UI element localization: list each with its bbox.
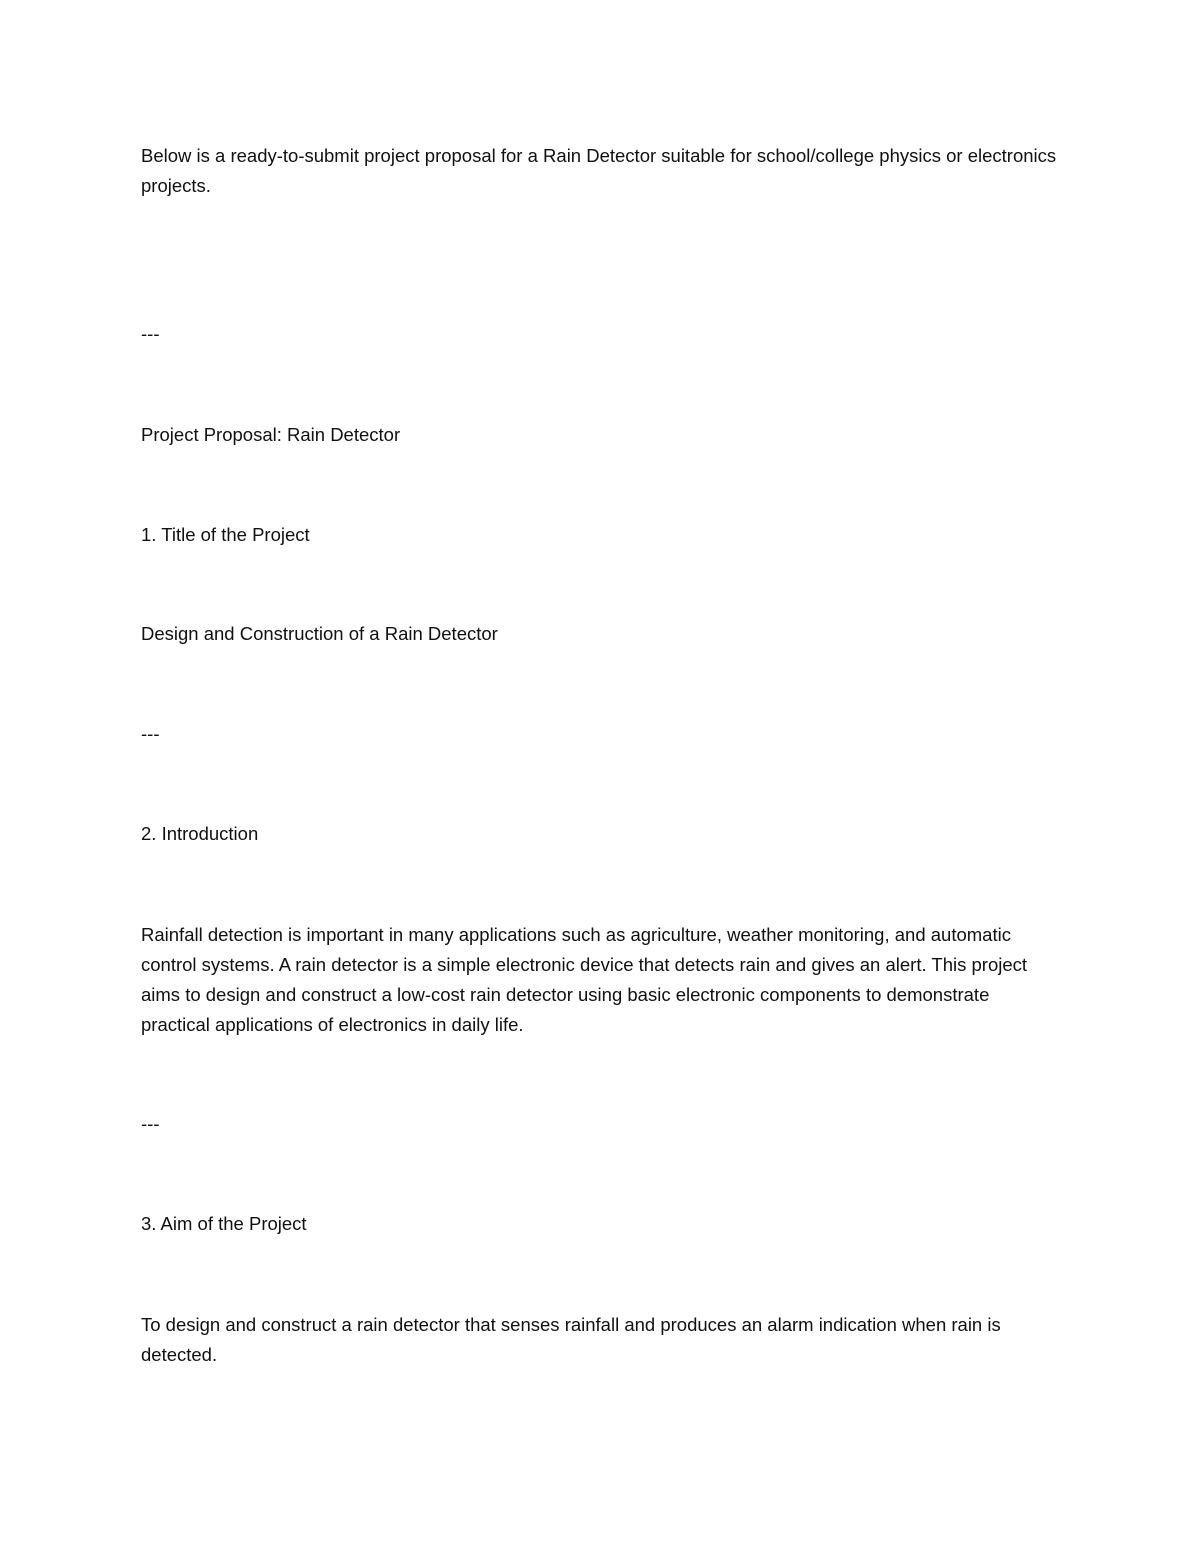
section-heading-introduction: 2. Introduction <box>141 823 259 844</box>
separator: --- <box>141 723 160 744</box>
intro-note: Below is a ready-to-submit project proposal for a Rain Detector suitable for school/college physics or electronics projects. <box>141 145 1057 196</box>
separator: --- <box>141 1113 160 1134</box>
proposal-title: Project Proposal: Rain Detector <box>141 424 401 445</box>
section-body-aim: To design and construct a rain detector that senses rainfall and produces an alarm indication when rain is detected. <box>141 1314 1001 1365</box>
section-heading-aim: 3. Aim of the Project <box>141 1213 307 1234</box>
separator: --- <box>141 323 160 344</box>
section-heading-title: 1. Title of the Project <box>141 524 310 545</box>
section-body-introduction: Rainfall detection is important in many applications such as agriculture, weather monitoring, and automatic control systems. A rain detector is a simple electronic device that detects rain and gives an alert. This project aims to design and construct a low-cost rain detector using basic electronic components to demonstrate practical applications of electronics in daily life. <box>141 924 1028 1035</box>
section-body-title: Design and Construction of a Rain Detector <box>141 623 498 644</box>
